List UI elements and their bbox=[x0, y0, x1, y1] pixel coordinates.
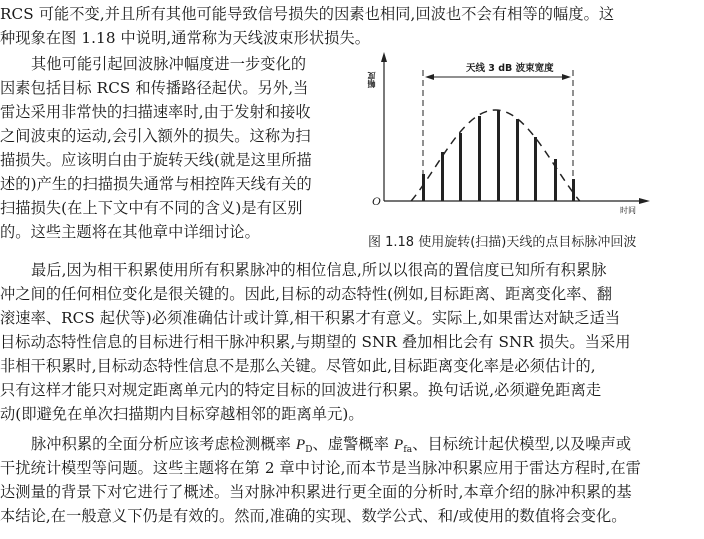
x-axis-label: 时间 bbox=[620, 206, 636, 215]
text-line-1: RCS 可能不变,并且所有其他可能导致信号损失的因素也相同,回波也不会有相等的幅度。这 bbox=[0, 5, 615, 23]
y-axis-label: 幅度 bbox=[367, 72, 376, 88]
text-span: 、虚警概率 bbox=[312, 435, 394, 453]
figure-caption: 图 1.18 使用旋转(扫描)天线的点目标脉冲回波 bbox=[368, 235, 637, 250]
pulse-bars bbox=[422, 110, 575, 201]
pfa-symbol: P bbox=[393, 436, 404, 453]
text-line: 的。这些主题将在其他章中详细讨论。 bbox=[0, 223, 260, 241]
pd-subscript: D bbox=[305, 445, 313, 455]
figure-1-18 bbox=[360, 48, 704, 254]
pulse-echo-chart bbox=[360, 48, 704, 228]
text-line: 其他可能引起回波脉冲幅度进一步变化的 bbox=[31, 55, 307, 73]
text-line: 非相干积累时,目标动态特性信息不是那么关键。尽管如此,目标距离变化率是必须估计的, bbox=[0, 357, 596, 375]
text-line: 述的)产生的扫描损失通常与相控阵天线有关的 bbox=[0, 175, 312, 193]
text-line-2: 种现象在图 1.18 中说明,通常称为天线波束形状损失。 bbox=[0, 29, 371, 47]
origin-label: O bbox=[372, 194, 381, 208]
text-line: 本结论,在一般意义下仍是有效的。然而,准确的实现、数学公式、和/或使用的数值将会变化。 bbox=[0, 507, 627, 525]
beamwidth-label: 天线 3 dB 波束宽度 bbox=[466, 63, 554, 74]
text-line: 之间波束的运动,会引入额外的损失。这称为扫 bbox=[0, 127, 311, 145]
text-line: 干扰统计模型等问题。这些主题将在第 2 章中讨论,而本节是当脉冲积累应用于雷达方程时,在雷 bbox=[0, 459, 641, 477]
pfa-subscript: fa bbox=[403, 445, 413, 455]
text-line: 冲之间的任何相位变化是很关键的。因此,目标的动态特性(例如,目标距离、距离变化率、翻 bbox=[0, 285, 613, 303]
text-line: 达测量的背景下对它进行了概述。当对脉冲积累进行更全面的分析时,本章介绍的脉冲积累的基 bbox=[0, 483, 632, 501]
text-line: 扫描损失(在上下文中有不同的含义)是有区别 bbox=[0, 199, 303, 217]
text-line: 滚速率、RCS 起伏等)必须准确估计或计算,相干积累才有意义。实际上,如果雷达对缺乏适当 bbox=[0, 309, 621, 327]
text-line: 雷达采用非常快的扫描速率时,由于发射和接收 bbox=[0, 103, 311, 121]
text-line: 最后,因为相干积累使用所有积累脉冲的相位信息,所以以很高的置信度已知所有积累脉 bbox=[31, 261, 607, 279]
text-span: 、目标统计起伏模型,以及噪声或 bbox=[412, 435, 632, 453]
text-line: 描损失。应该明白由于旋转天线(就是这里所描 bbox=[0, 151, 312, 169]
text-line: 因素包括目标 RCS 和传播路径起伏。另外,当 bbox=[0, 79, 309, 97]
pd-symbol: P bbox=[295, 436, 306, 453]
text-line: 动(即避免在单次扫描期内目标穿越相邻的距离单元)。 bbox=[0, 405, 364, 423]
text-span: 脉冲积累的全面分析应该考虑检测概率 bbox=[31, 435, 296, 453]
text-line: 目标动态特性信息的目标进行相干脉冲积累,与期望的 SNR 叠加相比会有 SNR 损失。当采用 bbox=[0, 333, 631, 351]
text-line: 只有这样才能只对规定距离单元内的特定目标的回波进行积累。换句话说,必须避免距离走 bbox=[0, 381, 602, 399]
